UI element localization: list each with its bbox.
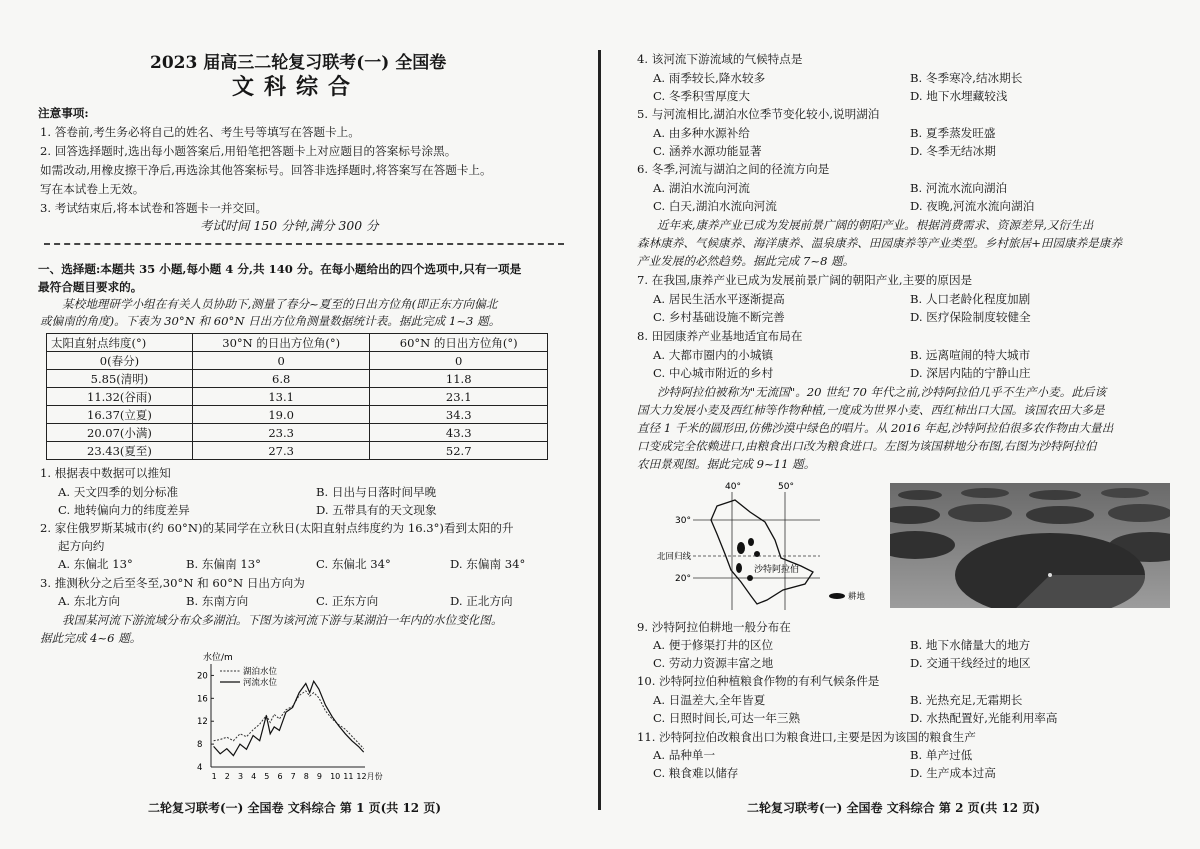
table-header: 30°N 的日出方位角(°) — [192, 334, 370, 352]
option: B. 日出与日落时间早晚 — [316, 485, 437, 499]
option: B. 单产过低 — [910, 748, 973, 762]
option: D. 交通干线经过的地区 — [910, 656, 1031, 670]
exam-time: 考试时间 150 分钟,满分 300 分 — [200, 218, 379, 233]
y-tick-label: 16 — [197, 694, 208, 705]
x-tick-label: 3 — [237, 772, 244, 781]
legend-river: 河流水位 — [243, 678, 278, 688]
option: B. 东偏南 13° — [186, 557, 261, 571]
passage-text: 据此完成 4~6 题。 — [40, 631, 142, 645]
option: D. 冬季无结冰期 — [910, 144, 996, 158]
table-cell: 27.3 — [192, 442, 370, 460]
sunrise-azimuth-table — [46, 333, 548, 460]
table-cell: 5.85(清明) — [47, 370, 193, 388]
y-tick-label: 4 — [197, 763, 203, 773]
option: C. 涵养水源功能显著 — [653, 144, 762, 158]
table-header: 太阳直射点纬度(°) — [47, 334, 193, 352]
passage-text: 或偏南的角度)。下表为 30°N 和 60°N 日出方位角测量数据统计表。据此完成 1~3 题。 — [40, 314, 501, 328]
question-11: 11. 沙特阿拉伯改粮食出口为粮食进口,主要是因为该国的粮食生产 — [637, 730, 976, 744]
question-10: 10. 沙特阿拉伯种植粮食作物的有利气候条件是 — [637, 674, 880, 688]
table-row — [47, 388, 548, 406]
section-header: 一、选择题:本题共 35 小题,每小题 4 分,共 140 分。在每小题给出的四个选项中,只有一项是 — [38, 262, 522, 276]
legend-lake: 湖泊水位 — [243, 667, 278, 677]
question-6: 6. 冬季,河流与湖泊之间的径流方向是 — [637, 162, 830, 176]
option: D. 医疗保险制度较健全 — [910, 310, 1031, 324]
option: C. 劳动力资源丰富之地 — [653, 656, 774, 670]
table-cell: 13.1 — [192, 388, 370, 406]
farmland-patch — [747, 575, 753, 581]
option: B. 地下水储量大的地方 — [910, 638, 1031, 652]
question-4: 4. 该河流下游流域的气候特点是 — [637, 52, 803, 66]
passage-text: 农田景观图。据此完成 9~11 题。 — [637, 457, 816, 471]
table-row — [47, 424, 548, 442]
x-tick-label: 6 — [277, 772, 283, 781]
option: A. 由多种水源补给 — [653, 126, 750, 140]
lon-50-label: 50° — [778, 482, 794, 492]
option: A. 品种单一 — [653, 748, 716, 762]
table-cell: 34.3 — [370, 406, 548, 424]
x-tick-label: 2 — [224, 772, 230, 781]
passage-text: 某校地理研学小组在有关人员协助下,测量了春分~夏至的日出方位角(即正东方向偏北 — [62, 297, 498, 311]
table-row — [47, 370, 548, 388]
exam-title: 2023 届高三二轮复习联考(一) 全国卷 — [150, 53, 447, 73]
page-footer: 二轮复习联考(一) 全国卷 文科综合 第 2 页(共 12 页) — [747, 801, 1041, 815]
question-8: 8. 田园康养产业基地适宜布局在 — [637, 329, 803, 343]
page-footer: 二轮复习联考(一) 全国卷 文科综合 第 1 页(共 12 页) — [148, 801, 442, 815]
x-tick-label: 11 — [343, 772, 354, 781]
farmland-patch — [737, 542, 745, 554]
option: C. 白天,湖泊水流向河流 — [653, 199, 777, 213]
option: A. 天文四季的划分标准 — [58, 485, 179, 499]
table-cell: 0 — [192, 352, 370, 370]
farmland-landscape-photo — [890, 483, 1170, 608]
question-3: 3. 推测秋分之后至冬至,30°N 和 60°N 日出方向为 — [40, 576, 305, 590]
table-cell: 6.8 — [192, 370, 370, 388]
option: B. 夏季蒸发旺盛 — [910, 126, 996, 140]
x-tick-label: 1 — [211, 772, 217, 781]
option: C. 东偏北 34° — [316, 557, 391, 571]
option: B. 冬季寒冷,结冰期长 — [910, 71, 1023, 85]
lat-20-label: 20° — [675, 574, 691, 584]
y-tick-label: 8 — [197, 740, 203, 751]
option: C. 中心城市附近的乡村 — [653, 366, 774, 380]
y-tick-label: 12 — [197, 717, 208, 728]
option: D. 深居内陆的宁静山庄 — [910, 366, 1031, 380]
farmland-patch — [754, 551, 760, 557]
option: D. 水热配置好,光能利用率高 — [910, 711, 1058, 725]
notice-title: 注意事项: — [38, 106, 89, 120]
notice-line: 2. 回答选择题时,选出每小题答案后,用铅笔把答题卡上对应题目的答案标号涂黑。 — [40, 144, 457, 158]
option: C. 粮食难以储存 — [653, 766, 739, 780]
passage-text: 近年来,康养产业已成为发展前景广阔的朝阳产业。根据消费需求、资源差异,又衍生出 — [657, 218, 1094, 232]
table-cell: 20.07(小满) — [47, 424, 193, 442]
table-cell: 52.7 — [370, 442, 548, 460]
table-cell: 11.32(谷雨) — [47, 388, 193, 406]
legend-farmland-swatch — [829, 593, 845, 599]
y-axis-label: 水位/m — [203, 653, 233, 663]
table-cell: 23.3 — [192, 424, 370, 442]
passage-text: 产业发展的必然趋势。据此完成 7~8 题。 — [637, 254, 855, 268]
question-2-cont: 起方向约 — [58, 539, 105, 553]
option: A. 居民生活水平逐渐提高 — [653, 292, 785, 306]
table-cell: 16.37(立夏) — [47, 406, 193, 424]
option: C. 地转偏向力的纬度差异 — [58, 503, 190, 517]
option: C. 正东方向 — [316, 594, 379, 608]
table-row — [47, 442, 548, 460]
table-cell: 0 — [370, 352, 548, 370]
page-divider — [598, 50, 601, 810]
y-tick-label: 20 — [197, 671, 208, 682]
passage-text: 我国某河流下游流域分布众多湖泊。下图为该河流下游与某湖泊一年内的水位变化图。 — [62, 613, 503, 627]
notice-line: 写在本试卷上无效。 — [40, 182, 145, 196]
notice-line: 3. 考试结束后,将本试卷和答题卡一并交回。 — [40, 201, 268, 215]
option: D. 正北方向 — [450, 594, 513, 608]
passage-text: 森林康养、气候康养、海洋康养、温泉康养、田园康养等产业类型。乡村旅居+田园康养是康养 — [637, 236, 1123, 250]
lat-30-label: 30° — [675, 516, 691, 526]
passage-text: 直径 1 千米的圆形田,仿佛沙漠中绿色的唱片。从 2016 年起,沙特阿拉伯很多农作物由大量出 — [637, 421, 1114, 435]
option: D. 五带具有的天文现象 — [316, 503, 437, 517]
option: C. 日照时间长,可达一年三熟 — [653, 711, 801, 725]
option: A. 雨季较长,降水较多 — [653, 71, 766, 85]
x-tick-label: 12月份 — [356, 772, 383, 781]
option: A. 日温差大,全年皆夏 — [653, 693, 766, 707]
notice-line: 1. 答卷前,考生务必将自己的姓名、考生号等填写在答题卡上。 — [40, 125, 360, 139]
table-cell: 19.0 — [192, 406, 370, 424]
option: D. 东偏南 34° — [450, 557, 526, 571]
option: A. 东北方向 — [58, 594, 121, 608]
question-9: 9. 沙特阿拉伯耕地一般分布在 — [637, 620, 791, 634]
option: D. 夜晚,河流水流向湖泊 — [910, 199, 1035, 213]
river-level-line — [214, 681, 364, 755]
option: B. 河流水流向湖泊 — [910, 181, 1008, 195]
passage-text: 沙特阿拉伯被称为"无流国"。20 世纪 70 年代之前,沙特阿拉伯几乎不生产小麦。此后该 — [657, 385, 1107, 399]
option: A. 湖泊水流向河流 — [653, 181, 750, 195]
legend-farmland-label: 耕地 — [848, 592, 866, 602]
section-header: 最符合题目要求的。 — [38, 280, 143, 294]
farmland-patch — [748, 538, 754, 546]
subject-title: 文科综合 — [232, 74, 361, 100]
option: D. 地下水埋藏较浅 — [910, 89, 1008, 103]
x-tick-label: 4 — [251, 772, 257, 781]
table-cell: 23.1 — [370, 388, 548, 406]
lake-level-line — [214, 691, 364, 749]
table-row — [47, 406, 548, 424]
x-tick-label: 10 — [330, 772, 341, 781]
water-level-chart — [195, 650, 395, 785]
farmland-patch — [736, 563, 742, 573]
option: B. 人口老龄化程度加剧 — [910, 292, 1031, 306]
question-7: 7. 在我国,康养产业已成为发展前景广阔的朝阳产业,主要的原因是 — [637, 273, 973, 287]
table-cell: 43.3 — [370, 424, 548, 442]
option: A. 便于修渠打井的区位 — [653, 638, 774, 652]
question-2: 2. 家住俄罗斯某城市(约 60°N)的某同学在立秋日(太阳直射点纬度约为 16.3°)看到太阳的升 — [40, 521, 514, 535]
tropic-label: 北回归线 — [657, 552, 692, 562]
x-tick-label: 7 — [290, 772, 296, 781]
lon-40-label: 40° — [725, 482, 741, 492]
table-cell: 11.8 — [370, 370, 548, 388]
option: B. 光热充足,无霜期长 — [910, 693, 1023, 707]
passage-text: 口变成完全依赖进口,由粮食出口改为粮食进口。左图为该国耕地分布图,右图为沙特阿拉伯 — [637, 439, 1097, 453]
table-cell: 0(春分) — [47, 352, 193, 370]
dashed-separator — [44, 243, 564, 245]
notice-line: 如需改动,用橡皮擦干净后,再选涂其他答案标号。回答非选择题时,将答案写在答题卡上。 — [40, 163, 492, 177]
x-tick-label: 9 — [316, 772, 323, 781]
question-1: 1. 根据表中数据可以推知 — [40, 466, 171, 480]
saudi-farmland-map — [655, 478, 880, 618]
center-pivot-fields-image — [890, 483, 1170, 608]
x-tick-label: 5 — [264, 772, 270, 781]
country-outline — [711, 500, 813, 604]
x-tick-label: 8 — [303, 772, 309, 781]
option: D. 生产成本过高 — [910, 766, 996, 780]
table-header-row — [47, 334, 548, 352]
option: A. 大都市圈内的小城镇 — [653, 348, 774, 362]
option: A. 东偏北 13° — [58, 557, 133, 571]
passage-text: 国大力发展小麦及西红柿等作物种植,一度成为世界小麦、西红柿出口大国。该国农田大多是 — [637, 403, 1105, 417]
table-header: 60°N 的日出方位角(°) — [370, 334, 548, 352]
question-5: 5. 与河流相比,湖泊水位季节变化较小,说明湖泊 — [637, 107, 880, 121]
option: C. 冬季积雪厚度大 — [653, 89, 750, 103]
table-cell: 23.43(夏至) — [47, 442, 193, 460]
option: B. 东南方向 — [186, 594, 249, 608]
option: B. 远离喧闹的特大城市 — [910, 348, 1031, 362]
table-row — [47, 352, 548, 370]
option: C. 乡村基础设施不断完善 — [653, 310, 785, 324]
country-label: 沙特阿拉伯 — [754, 565, 800, 575]
